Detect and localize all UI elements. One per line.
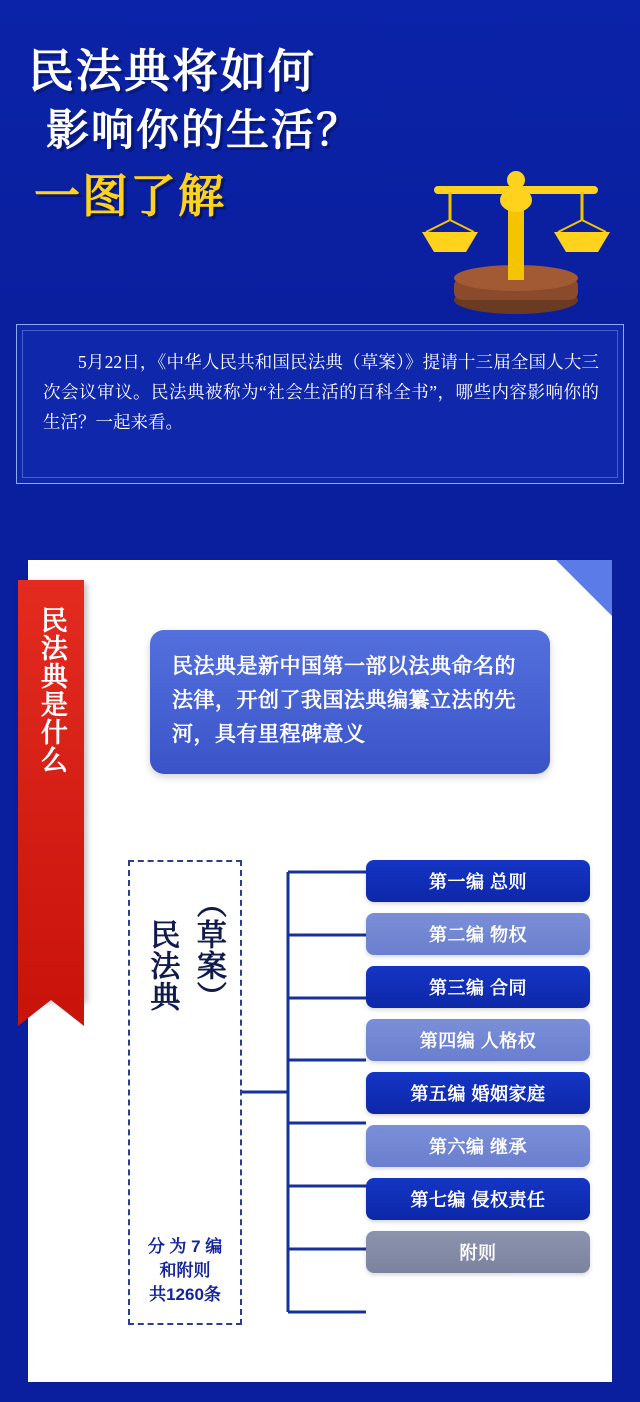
intro-box xyxy=(16,324,624,484)
title-line-2: 影响你的生活？ xyxy=(46,107,361,156)
book-item-1[interactable]: 第一编 总则 xyxy=(366,860,590,902)
section-ribbon xyxy=(18,580,84,1000)
book-list xyxy=(366,860,590,1273)
title-line-1: 民法典将如何 xyxy=(28,45,316,97)
code-count-line-3: 共1260条 xyxy=(149,1284,221,1304)
card-corner-decoration xyxy=(556,560,612,616)
header-banner xyxy=(0,0,640,318)
book-item-3[interactable]: 第三编 合同 xyxy=(366,966,590,1008)
section-ribbon-label: 民法典是什么 xyxy=(36,606,67,774)
code-count-line-2: 和附则 xyxy=(159,1260,211,1280)
scales-of-justice-icon xyxy=(416,128,616,318)
content-card xyxy=(28,560,612,1382)
code-count-line-1: 分 为 7 编 xyxy=(147,1236,223,1256)
book-item-4[interactable]: 第四编 人格权 xyxy=(366,1019,590,1061)
book-item-2[interactable]: 第二编 物权 xyxy=(366,913,590,955)
title-line-3: 一图了解 xyxy=(34,170,226,222)
book-item-6[interactable]: 第六编 继承 xyxy=(366,1125,590,1167)
book-item-5[interactable]: 第五编 婚姻家庭 xyxy=(366,1072,590,1114)
definition-text: 民法典是新中国第一部以法典命名的法律，开创了我国法典编纂立法的先河，具有里程碑意义 xyxy=(172,655,516,747)
definition-panel xyxy=(150,630,550,774)
tree-connector-lines xyxy=(242,860,366,1325)
code-title-sub: （草案） xyxy=(191,888,225,1012)
intro-text: 5月22日，《中华人民共和国民法典（草案）》提请十三届全国人大三次会议审议。民法典被称为“社会生活的百科全书”，哪些内容影响你的生活？一起来看。 xyxy=(43,352,599,433)
book-item-8[interactable]: 附则 xyxy=(366,1231,590,1273)
code-count xyxy=(136,1235,234,1307)
book-item-7[interactable]: 第七编 侵权责任 xyxy=(366,1178,590,1220)
page-title xyxy=(28,44,458,223)
intro-box-frame xyxy=(16,324,624,484)
code-title xyxy=(130,888,240,1021)
code-title-main: 民法典 xyxy=(145,919,179,1012)
code-summary-box xyxy=(128,860,242,1325)
